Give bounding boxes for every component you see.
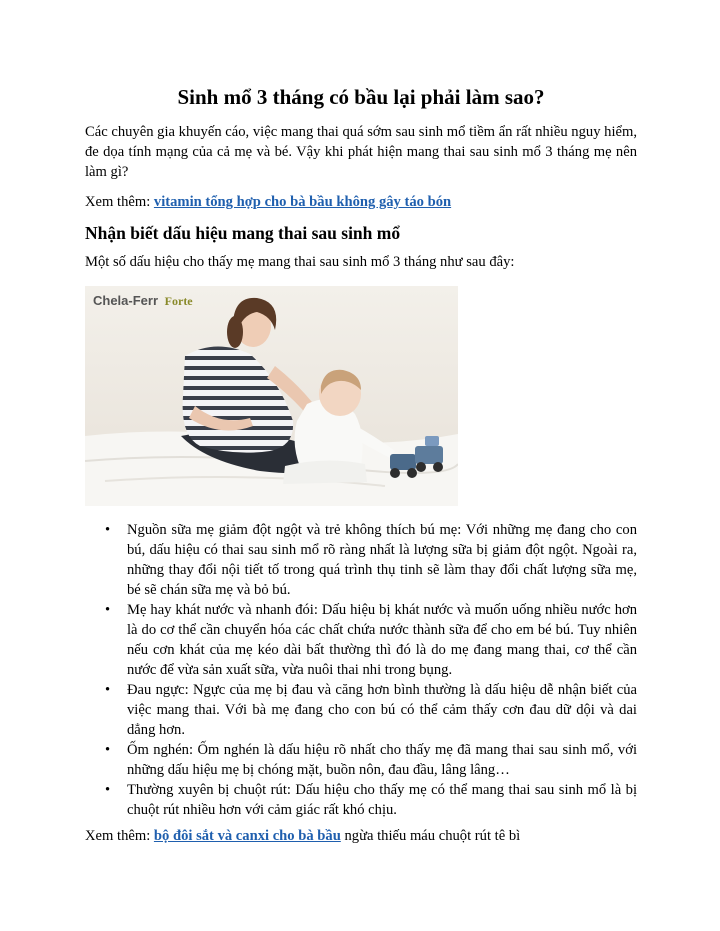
list-item-text: Mẹ hay khát nước và nhanh đói: Dấu hiệu bị khát nước và muốn uống nhiều nước hơn là do cơ thể cần chuyển hóa các chất chứa nước thành sữa để cho em bé bú. Tuy nhiên nếu cơn khát của mẹ kéo dài bất thường thì đó là do mẹ đang mang thai, cơ thể cần nước để vừa sản xuất sữa, vừa nuôi thai nhi trong bụng.	[127, 602, 637, 678]
bullet-marker: •	[105, 602, 111, 618]
mother-baby-photo	[85, 286, 458, 506]
see-also-prefix: Xem thêm:	[85, 194, 154, 210]
see-also-line-1	[85, 192, 637, 212]
logo-brand-text: Chela-Ferr	[93, 293, 159, 308]
photo-illustration	[85, 286, 458, 506]
bullet-marker: •	[105, 742, 111, 758]
document-page	[85, 84, 637, 846]
list-item-text: Ốm nghén: Ốm nghén là dấu hiệu rõ nhất cho thấy mẹ đã mang thai sau sinh mổ, với những dấu hiệu mẹ bị chóng mặt, buồn nôn, đau đầu, lâng lâng…	[127, 742, 637, 778]
list-item	[105, 680, 637, 740]
see-also-suffix: ngừa thiếu máu chuột rút tê bì	[340, 828, 521, 844]
section-lead: Một số dấu hiệu cho thấy mẹ mang thai sau sinh mổ 3 tháng như sau đây:	[85, 254, 515, 270]
iron-calcium-link[interactable]: bộ đôi sắt và canxi cho bà bầu	[153, 828, 341, 844]
list-item	[105, 780, 637, 820]
vitamin-link[interactable]: vitamin tổng hợp cho bà bầu không gây táo bón	[153, 194, 452, 210]
list-item	[105, 740, 637, 780]
bullet-marker: •	[105, 522, 111, 538]
see-also-prefix: Xem thêm:	[85, 828, 154, 844]
bullet-marker: •	[105, 682, 111, 698]
intro-paragraph: Các chuyên gia khuyến cáo, việc mang thai quá sớm sau sinh mổ tiềm ẩn rất nhiều nguy hiểm, đe dọa tính mạng của cả mẹ và bé. Vậy khi phát hiện mang thai sau sinh mổ 3 tháng mẹ nên làm gì?	[85, 124, 637, 180]
list-item	[105, 520, 637, 600]
see-also-line-2	[85, 826, 637, 846]
signs-list	[85, 520, 637, 820]
list-item-text: Thường xuyên bị chuột rút: Dấu hiệu cho thấy mẹ có thể mang thai sau sinh mổ là bị chuột rút nhiều hơn với cảm giác rất khó chịu.	[127, 782, 637, 818]
list-item	[105, 600, 637, 680]
logo-suffix-text: Forte	[164, 294, 193, 308]
bullet-marker: •	[105, 782, 111, 798]
list-item-text: Đau ngực: Ngực của mẹ bị đau và căng hơn bình thường là dấu hiệu dễ nhận biết của việc mang thai. Với bà mẹ đang cho con bú có thể cảm thấy cơn đau dữ dội và dai dẳng hơn.	[127, 682, 637, 738]
section-heading: Nhận biết dấu hiệu mang thai sau sinh mổ	[85, 223, 401, 243]
brand-logo	[93, 293, 193, 309]
page-title: Sinh mổ 3 tháng có bầu lại phải làm sao?	[177, 85, 545, 109]
list-item-text: Nguồn sữa mẹ giảm đột ngột và trẻ không thích bú mẹ: Với những mẹ đang cho con bú, dấu hiệu có thai sau sinh mổ rõ ràng nhất là lượng sữa bị giảm đột ngột. Ngoài ra, những thay đổi nội tiết tố trong quá trình thụ tinh sẽ làm thay đổi chất lượng sữa mẹ, bé sẽ chán sữa mẹ và bỏ bú.	[127, 522, 637, 598]
